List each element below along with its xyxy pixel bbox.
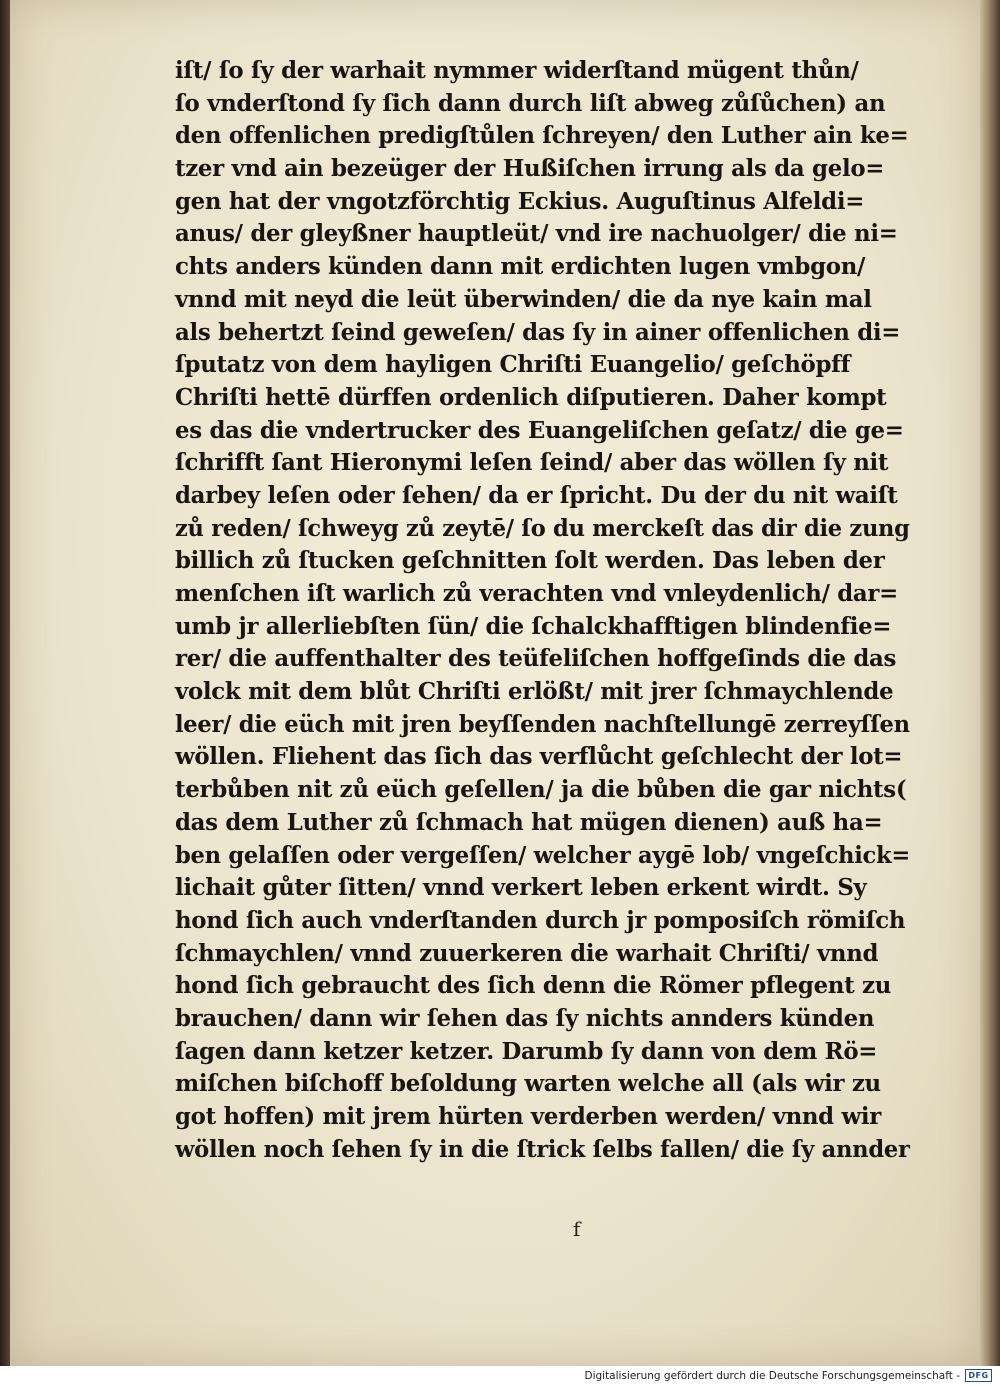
text-line: got hoffen) mit jrem hürten verderben werden/ vnnd wir <box>175 1103 881 1130</box>
footer-credit-text: Digitalisierung gefördert durch die Deutsche Forschungsgemeinschaft - <box>584 1370 960 1382</box>
text-line: hond ſich auch vnderſtanden durch jr pomposiſch römiſch <box>175 906 906 934</box>
text-line: volck mit dem blůt Chriſti erlößt/ mit jrer ſchmaychlende <box>175 678 894 706</box>
text-line: rer/ die auffenthalter des teüfeliſchen hoffgeſinds die das <box>175 645 897 673</box>
text-line: ſchrifft ſant Hieronymi leſen ſeind/ aber das wöllen ſy nit <box>175 449 889 477</box>
text-line: anus/ der gleyßner hauptleüt/ vnd ire nachuolger/ die ni= <box>175 220 898 248</box>
text-line: brauchen/ dann wir ſehen das ſy nichts annders künden <box>175 1004 875 1032</box>
text-line: miſchen biſchoff beſoldung warten welche all (als wir zu <box>175 1070 881 1098</box>
text-line: es das die vndertrucker des Euangeliſchen geſatz/ die ge= <box>175 416 904 444</box>
text-line: darbey leſen oder ſehen/ da er ſpricht. Du der du nit waiſt <box>175 481 898 509</box>
text-line: zů reden/ ſchweyg zů zeytē/ ſo du merckeſt das dir die zung <box>175 514 910 542</box>
text-line: gen hat der vngotzförchtig Eckius. Auguſtinus Alfeldi= <box>175 187 865 215</box>
text-line: vnnd mit neyd die leüt überwinden/ die da nye kain mal <box>175 285 872 313</box>
text-line: ſo vnderſtond ſy ſich dann durch liſt abweg zůſůchen) an <box>175 89 886 117</box>
text-line: iſt/ ſo ſy der warhait nymmer widerſtand mügent thůn/ <box>175 57 859 84</box>
text-line: Chriſti hettē dürffen ordenlich diſputieren. Daher kompt <box>175 383 887 411</box>
text-line: chts anders künden dann mit erdichten lugen vmbgon/ <box>175 253 866 281</box>
text-line: umb jr allerliebſten ſün/ die ſchalckhafftigen blindenfie= <box>175 612 892 640</box>
text-line: ſagen dann ketzer ketzer. Darumb ſy dann von dem Rö= <box>175 1037 878 1065</box>
signature-mark: f <box>573 1217 581 1241</box>
text-line: als behertzt ſeind geweſen/ das ſy in ainer offenlichen di= <box>175 318 901 346</box>
gutter-shadow <box>0 0 10 1366</box>
text-line: terbůben nit zů eüch geſellen/ ja die bůben die gar nichts( <box>175 776 907 804</box>
text-line: leer/ die eüch mit jren beyſſenden nachſtellungē zerreyſſen <box>175 710 910 738</box>
page-edge <box>980 0 1000 1366</box>
text-line: das dem Luther zů ſchmach hat mügen dienen) auß ha= <box>175 808 883 836</box>
page-text-block <box>175 55 915 1166</box>
text-line: ben gelaſſen oder vergeſſen/ welcher aygē lob/ vngeſchick= <box>175 841 910 869</box>
text-line: lichait gůter ſitten/ vnnd verkert leben erkent wirdt. Sy <box>175 874 867 902</box>
text-line: tzer vnd ain bezeüger der Hußiſchen irrung als da gelo= <box>175 155 885 183</box>
footer-bar <box>0 1366 1000 1386</box>
text-line: ſputatz von dem hayligen Chriſti Euangelio/ geſchöpff <box>175 351 851 379</box>
text-line: wöllen noch ſehen ſy in die ſtrick ſelbs fallen/ die ſy annder <box>175 1135 910 1163</box>
text-line: billich zů ſtucken geſchnitten ſolt werden. Das leben der <box>175 547 885 575</box>
text-line: ſchmaychlen/ vnnd zuuerkeren die warhait Chriſti/ vnnd <box>175 939 879 967</box>
text-line: menſchen iſt warlich zů verachten vnd vnleydenlich/ dar= <box>175 580 899 607</box>
dfg-logo: DFG <box>965 1369 992 1382</box>
text-line: wöllen. Fliehent das ſich das verflůcht geſchlecht der lot= <box>175 743 903 771</box>
text-line: hond ſich gebraucht des ſich denn die Römer pflegent zu <box>175 972 892 1000</box>
text-line: den offenlichen predigſtůlen ſchreyen/ den Luther ain ke= <box>175 122 909 150</box>
